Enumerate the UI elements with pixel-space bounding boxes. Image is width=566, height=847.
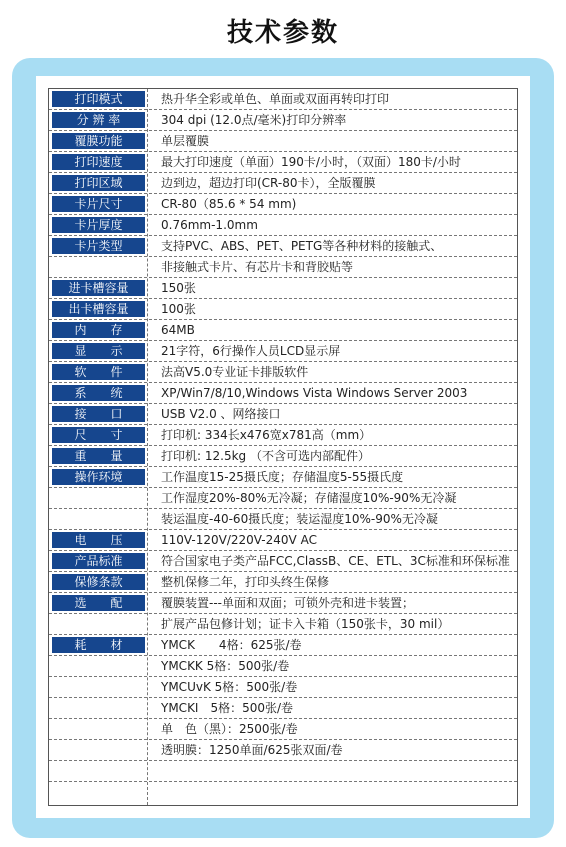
spec-row (49, 635, 517, 656)
spec-value: 工作湿度20%-80%无冷凝；存储湿度10%-90%无冷凝 (161, 491, 457, 505)
spec-value: 装运温度-40-60摄氏度；装运湿度10%-90%无冷凝 (161, 512, 438, 526)
spec-value: YMCKI 5格：500张/卷 (161, 701, 294, 715)
spec-value: CR-80（85.6 * 54 mm) (161, 197, 297, 211)
spec-label: 耗 材 (52, 637, 145, 653)
spec-value: 工作温度15-25摄氏度；存储温度5-55摄氏度 (161, 470, 404, 484)
spec-table (48, 88, 518, 806)
spec-value: 0.76mm-1.0mm (161, 218, 258, 232)
spec-row (49, 299, 517, 320)
spec-row (49, 677, 517, 698)
spec-row (49, 698, 517, 719)
spec-row (49, 173, 517, 194)
spec-value: 符合国家电子类产品FCC,ClassB、CE、ETL、3C标准和环保标准 (161, 554, 510, 568)
spec-value: 304 dpi (12.0点/毫米)打印分辨率 (161, 113, 347, 127)
spec-row (49, 236, 517, 257)
spec-row (49, 656, 517, 677)
spec-row (49, 761, 517, 782)
spec-row (49, 782, 517, 803)
spec-label: 进卡槽容量 (52, 280, 145, 296)
spec-value: 21字符，6行操作人员LCD显示屏 (161, 344, 341, 358)
spec-row (49, 278, 517, 299)
spec-value: 整机保修二年，打印头终生保修 (161, 575, 330, 589)
spec-row (49, 362, 517, 383)
spec-label: 出卡槽容量 (52, 301, 145, 317)
spec-label: 选 配 (52, 595, 145, 611)
spec-value: 单 色（黑）：2500张/卷 (161, 722, 298, 736)
spec-label: 接 口 (52, 406, 145, 422)
spec-row (49, 488, 517, 509)
spec-label: 卡片厚度 (52, 217, 145, 233)
spec-label: 产品标准 (52, 553, 145, 569)
spec-value: 打印机: 334长x476宽x781高（mm） (161, 428, 372, 442)
spec-value: YMCK 4格：625张/卷 (161, 638, 302, 652)
spec-row (49, 467, 517, 488)
spec-label: 覆膜功能 (52, 133, 145, 149)
spec-label: 保修条款 (52, 574, 145, 590)
spec-label: 重 量 (52, 448, 145, 464)
spec-row (49, 131, 517, 152)
spec-label: 电 压 (52, 532, 145, 548)
spec-value: 热升华全彩或单色、单面或双面再转印打印 (161, 92, 390, 106)
spec-row (49, 614, 517, 635)
spec-row (49, 719, 517, 740)
spec-label: 分 辨 率 (52, 112, 145, 128)
spec-label: 卡片尺寸 (52, 196, 145, 212)
spec-value: 打印机: 12.5kg （不含可选内部配件） (161, 449, 370, 463)
spec-value: 透明膜：1250单面/625张双面/卷 (161, 743, 343, 757)
spec-row (49, 194, 517, 215)
spec-label: 打印模式 (52, 91, 145, 107)
spec-label: 尺 寸 (52, 427, 145, 443)
spec-label: 打印区域 (52, 175, 145, 191)
spec-value: 边到边，超边打印(CR-80卡），全版覆膜 (161, 176, 376, 190)
spec-value: 最大打印速度（单面）190卡/小时，（双面）180卡/小时 (161, 155, 461, 169)
spec-row (49, 425, 517, 446)
spec-value: 法高V5.0专业证卡排版软件 (161, 365, 309, 379)
spec-row (49, 404, 517, 425)
spec-row (49, 572, 517, 593)
spec-row (49, 740, 517, 761)
spec-value: 100张 (161, 302, 196, 316)
spec-value: 覆膜装置---单面和双面；可锁外壳和进卡装置； (161, 596, 414, 610)
page-title: 技术参数 (226, 18, 339, 48)
spec-value: 单层覆膜 (161, 134, 210, 148)
spec-row (49, 593, 517, 614)
spec-value: XP/Win7/8/10,Windows Vista Windows Server 2003 (161, 386, 468, 400)
spec-row (49, 257, 517, 278)
spec-label: 卡片类型 (52, 238, 145, 254)
spec-row (49, 320, 517, 341)
spec-value (161, 761, 515, 782)
spec-row (49, 89, 517, 110)
spec-value: USB V2.0 、网络接口 (161, 407, 281, 421)
spec-value (161, 782, 515, 803)
spec-value: 110V-120V/220V-240V AC (161, 533, 317, 547)
spec-label: 显 示 (52, 343, 145, 359)
spec-row (49, 110, 517, 131)
spec-label: 操作环境 (52, 469, 145, 485)
spec-row (49, 509, 517, 530)
spec-value: 支持PVC、ABS、PET、PETG等各种材料的接触式、 (161, 239, 443, 253)
spec-row (49, 551, 517, 572)
spec-value: 150张 (161, 281, 196, 295)
spec-label: 内 存 (52, 322, 145, 338)
spec-row (49, 530, 517, 551)
spec-row (49, 152, 517, 173)
spec-value: 64MB (161, 323, 195, 337)
spec-value: 非接触式卡片、有芯片卡和背胶贴等 (161, 260, 354, 274)
spec-label: 系 统 (52, 385, 145, 401)
spec-value: 扩展产品包修计划；证卡入卡箱（150张卡，30 mil） (161, 617, 450, 631)
spec-row (49, 446, 517, 467)
spec-label: 软 件 (52, 364, 145, 380)
spec-value: YMCUvK 5格：500张/卷 (161, 680, 298, 694)
spec-row (49, 341, 517, 362)
spec-label: 打印速度 (52, 154, 145, 170)
spec-value: YMCKK 5格：500张/卷 (161, 659, 290, 673)
spec-row (49, 383, 517, 404)
spec-row (49, 215, 517, 236)
